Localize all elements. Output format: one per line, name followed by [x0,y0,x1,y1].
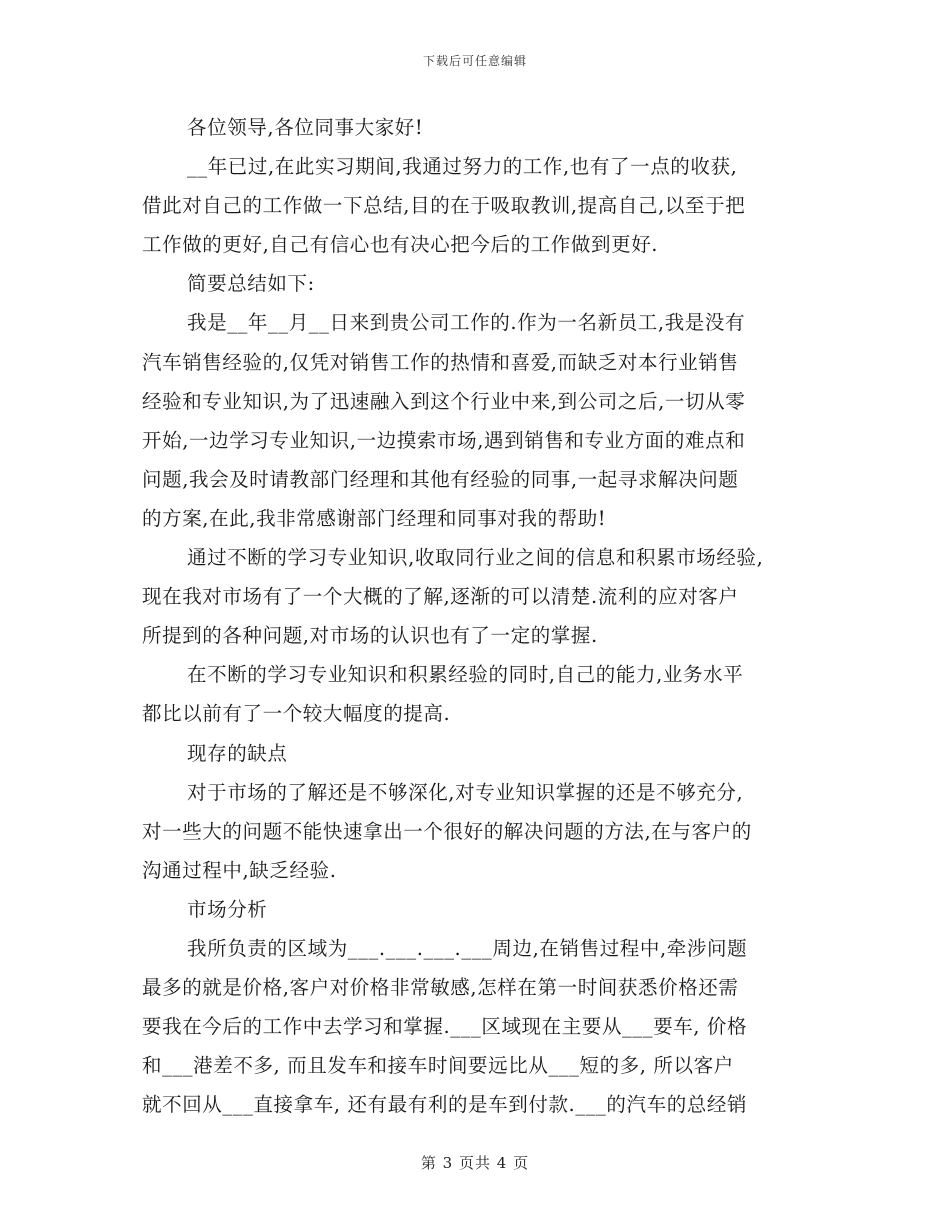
text-line: 沟通过程中,缺乏经验. [142,858,337,882]
text-line: 各位领导,各位同事大家好! [187,116,424,139]
text-line: 我所负责的区域为___.___.___.___周边,在销售过程中,牵涉问题 [187,936,748,960]
text-line: 工作做的更好,自己有信心也有决心把今后的工作做到更好. [142,233,659,257]
text-line: 现在我对市场有了一个大概的了解,逐渐的可以清楚.流利的应对客户 [142,585,739,609]
text-line: 最多的就是价格,客户对价格非常敏感,怎样在第一时间获悉价格还需 [142,976,739,1000]
text-line: 的方案,在此,我非常感谢部门经理和同事对我的帮助! [142,506,607,530]
text-line: 市场分析 [187,897,268,921]
text-line: 借此对自己的工作做一下总结,目的在于吸取教训,提高自己,以至于把 [142,194,746,218]
text-line: 我是__年__月__日来到贵公司工作的.作为一名新员工,我是没有 [187,311,746,335]
text-line: 所提到的各种问题,对市场的认识也有了一定的掌握. [142,624,598,648]
text-line: 对一些大的问题不能快速拿出一个很好的解决问题的方法,在与客户的 [142,819,752,843]
document-body [142,108,818,1124]
text-line: 要我在今后的工作中去学习和掌握.___区域现在主要从___要车, 价格 [142,1015,748,1039]
page-header: 下载后可任意编辑 [422,54,527,68]
text-line: 开始,一边学习专业知识,一边摸索市场,遇到销售和专业方面的难点和 [142,428,746,452]
text-line: 现存的缺点 [187,741,288,765]
text-line: 汽车销售经验的,仅凭对销售工作的热情和喜爱,而缺乏对本行业销售 [142,350,739,374]
text-line: 对于市场的了解还是不够深化,对专业知识掌握的还是不够充分, [187,780,744,804]
text-line: 都比以前有了一个较大幅度的提高. [142,702,451,726]
text-line: 问题,我会及时请教部门经理和其他有经验的同事,一起寻求解决问题 [142,467,739,491]
text-line: 经验和专业知识,为了迅速融入到这个行业中来,到公司之后,一切从零 [142,389,746,413]
text-line: 就不回从___直接拿车, 还有最有利的是车到付款.___的汽车的总经销 [142,1093,748,1117]
text-line: 和___港差不多, 而且发车和接车时间要远比从___短的多, 所以客户 [142,1054,734,1078]
text-line: 通过不断的学习专业知识,收取同行业之间的信息和积累市场经验, [187,546,764,570]
text-line: __年已过,在此实习期间,我通过努力的工作,也有了一点的收获, [187,155,738,179]
text-line: 在不断的学习专业知识和积累经验的同时,自己的能力,业务水平 [187,663,744,687]
page-number: 第 3 页共 4 页 [420,1154,530,1172]
text-line: 简要总结如下: [187,272,315,296]
